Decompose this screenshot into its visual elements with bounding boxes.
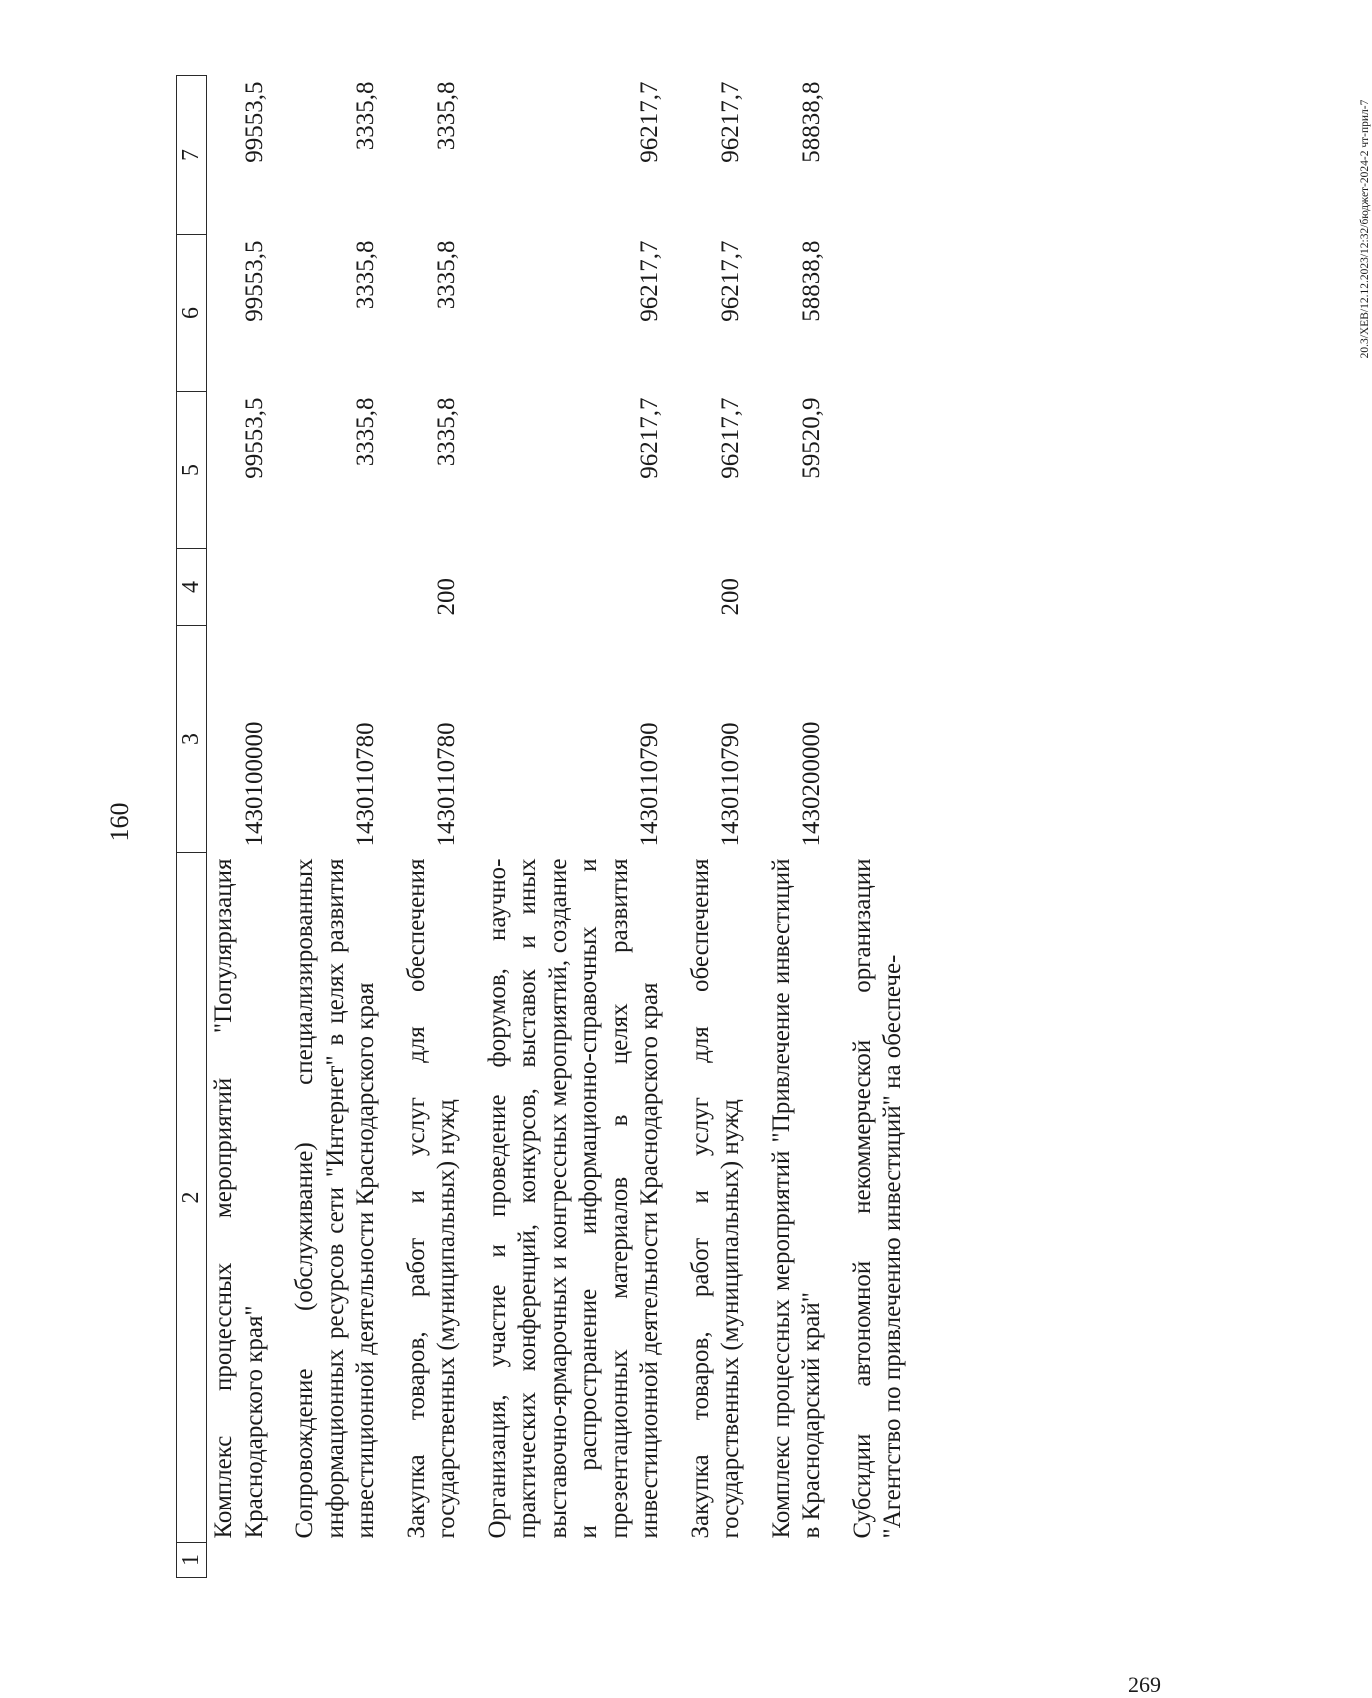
row-index-cell [463, 1543, 666, 1578]
amount-cell: 3335,8 [352, 240, 380, 310]
type-cell: 200 [433, 578, 461, 616]
column-header: 7 [177, 76, 207, 235]
table-row [207, 76, 271, 1578]
row-index-cell [747, 1543, 828, 1578]
amount-cell: 96217,7 [717, 81, 745, 163]
amount-cell: 99553,5 [240, 397, 268, 479]
type-cell [207, 549, 271, 626]
description-cell: Организация, участие и проведение форумов, научно-практических конференций, конкурсов, выставок и иных выставочно-ярмарочных и конгрессных мероприятий, создание и распространение информационно-справочных и презентационных материалов в целях развития инвестиционной деятельности Краснодарского края [483, 858, 664, 1539]
budget-table-rotated [176, 76, 1038, 1578]
budget-table [176, 75, 909, 1578]
amount-cell [828, 76, 909, 235]
description-cell: Закупка товаров, работ и услуг для обеспечения государственных (муниципальных) нужд [686, 858, 745, 1539]
code-cell: 1430110790 [717, 722, 745, 847]
row-index-cell [270, 1543, 382, 1578]
table-row [828, 76, 909, 1578]
type-cell [828, 549, 909, 626]
type-cell [747, 549, 828, 626]
description-cell: Комплекс процессных мероприятий "Популяризация Краснодарского края" [210, 858, 268, 1539]
type-cell [463, 549, 666, 626]
amount-cell: 58838,8 [798, 81, 826, 163]
amount-cell: 3335,8 [352, 81, 380, 151]
amount-cell: 3335,8 [352, 397, 380, 467]
code-cell: 1430110780 [352, 722, 380, 847]
code-cell: 1430100000 [240, 721, 268, 847]
amount-cell: 99553,5 [240, 240, 268, 322]
amount-cell: 3335,8 [433, 240, 461, 310]
column-number-row [177, 76, 207, 1578]
amount-cell: 99553,5 [240, 81, 268, 163]
amount-cell: 96217,7 [636, 397, 664, 479]
table-row [666, 76, 747, 1578]
amount-cell: 96217,7 [636, 81, 664, 163]
amount-cell: 58838,8 [798, 240, 826, 322]
row-index-cell [828, 1543, 909, 1578]
column-header: 6 [177, 235, 207, 392]
table-row [747, 76, 828, 1578]
code-cell [828, 626, 909, 853]
code-cell: 1430200000 [798, 721, 826, 847]
amount-cell: 96217,7 [636, 240, 664, 322]
column-header: 3 [177, 626, 207, 853]
column-header: 4 [177, 549, 207, 626]
table-row [382, 76, 463, 1578]
amount-cell: 96217,7 [717, 240, 745, 322]
row-index-cell [207, 1543, 271, 1578]
amount-cell: 3335,8 [433, 397, 461, 467]
amount-cell: 96217,7 [717, 397, 745, 479]
sheet-number: 269 [1128, 1672, 1161, 1697]
column-header: 5 [177, 392, 207, 549]
amount-cell [828, 392, 909, 549]
row-index-cell [666, 1543, 747, 1578]
document-code: 20.3/ХЕВ/12.12.2023/12:32/бюджет-2024-2 чт-прил-7 [1359, 99, 1371, 359]
column-header: 1 [177, 1543, 207, 1578]
table-row [463, 76, 666, 1578]
table-row [270, 76, 382, 1578]
type-cell [270, 549, 382, 626]
code-cell: 1430110790 [636, 722, 664, 847]
code-cell: 1430110780 [433, 722, 461, 847]
description-cell: Субсидии автономной некоммерческой организации "Агентство по привлечению инвестиций" на обеспече- [848, 858, 907, 1539]
column-header: 2 [177, 853, 207, 1543]
page-number: 160 [105, 802, 134, 842]
amount-cell: 3335,8 [433, 81, 461, 151]
amount-cell: 59520,9 [798, 397, 826, 479]
description-cell: Сопровождение (обслуживание) специализированных информационных ресурсов сети "Интернет" в целях развития инвестиционной деятельности Краснодарского края [291, 858, 380, 1539]
description-cell: Закупка товаров, работ и услуг для обеспечения государственных (муниципальных) нужд [402, 858, 461, 1539]
row-index-cell [382, 1543, 463, 1578]
amount-cell [828, 235, 909, 392]
description-cell: Комплекс процессных мероприятий "Привлечение инвестиций в Краснодарский край" [767, 858, 826, 1539]
type-cell: 200 [717, 578, 745, 616]
